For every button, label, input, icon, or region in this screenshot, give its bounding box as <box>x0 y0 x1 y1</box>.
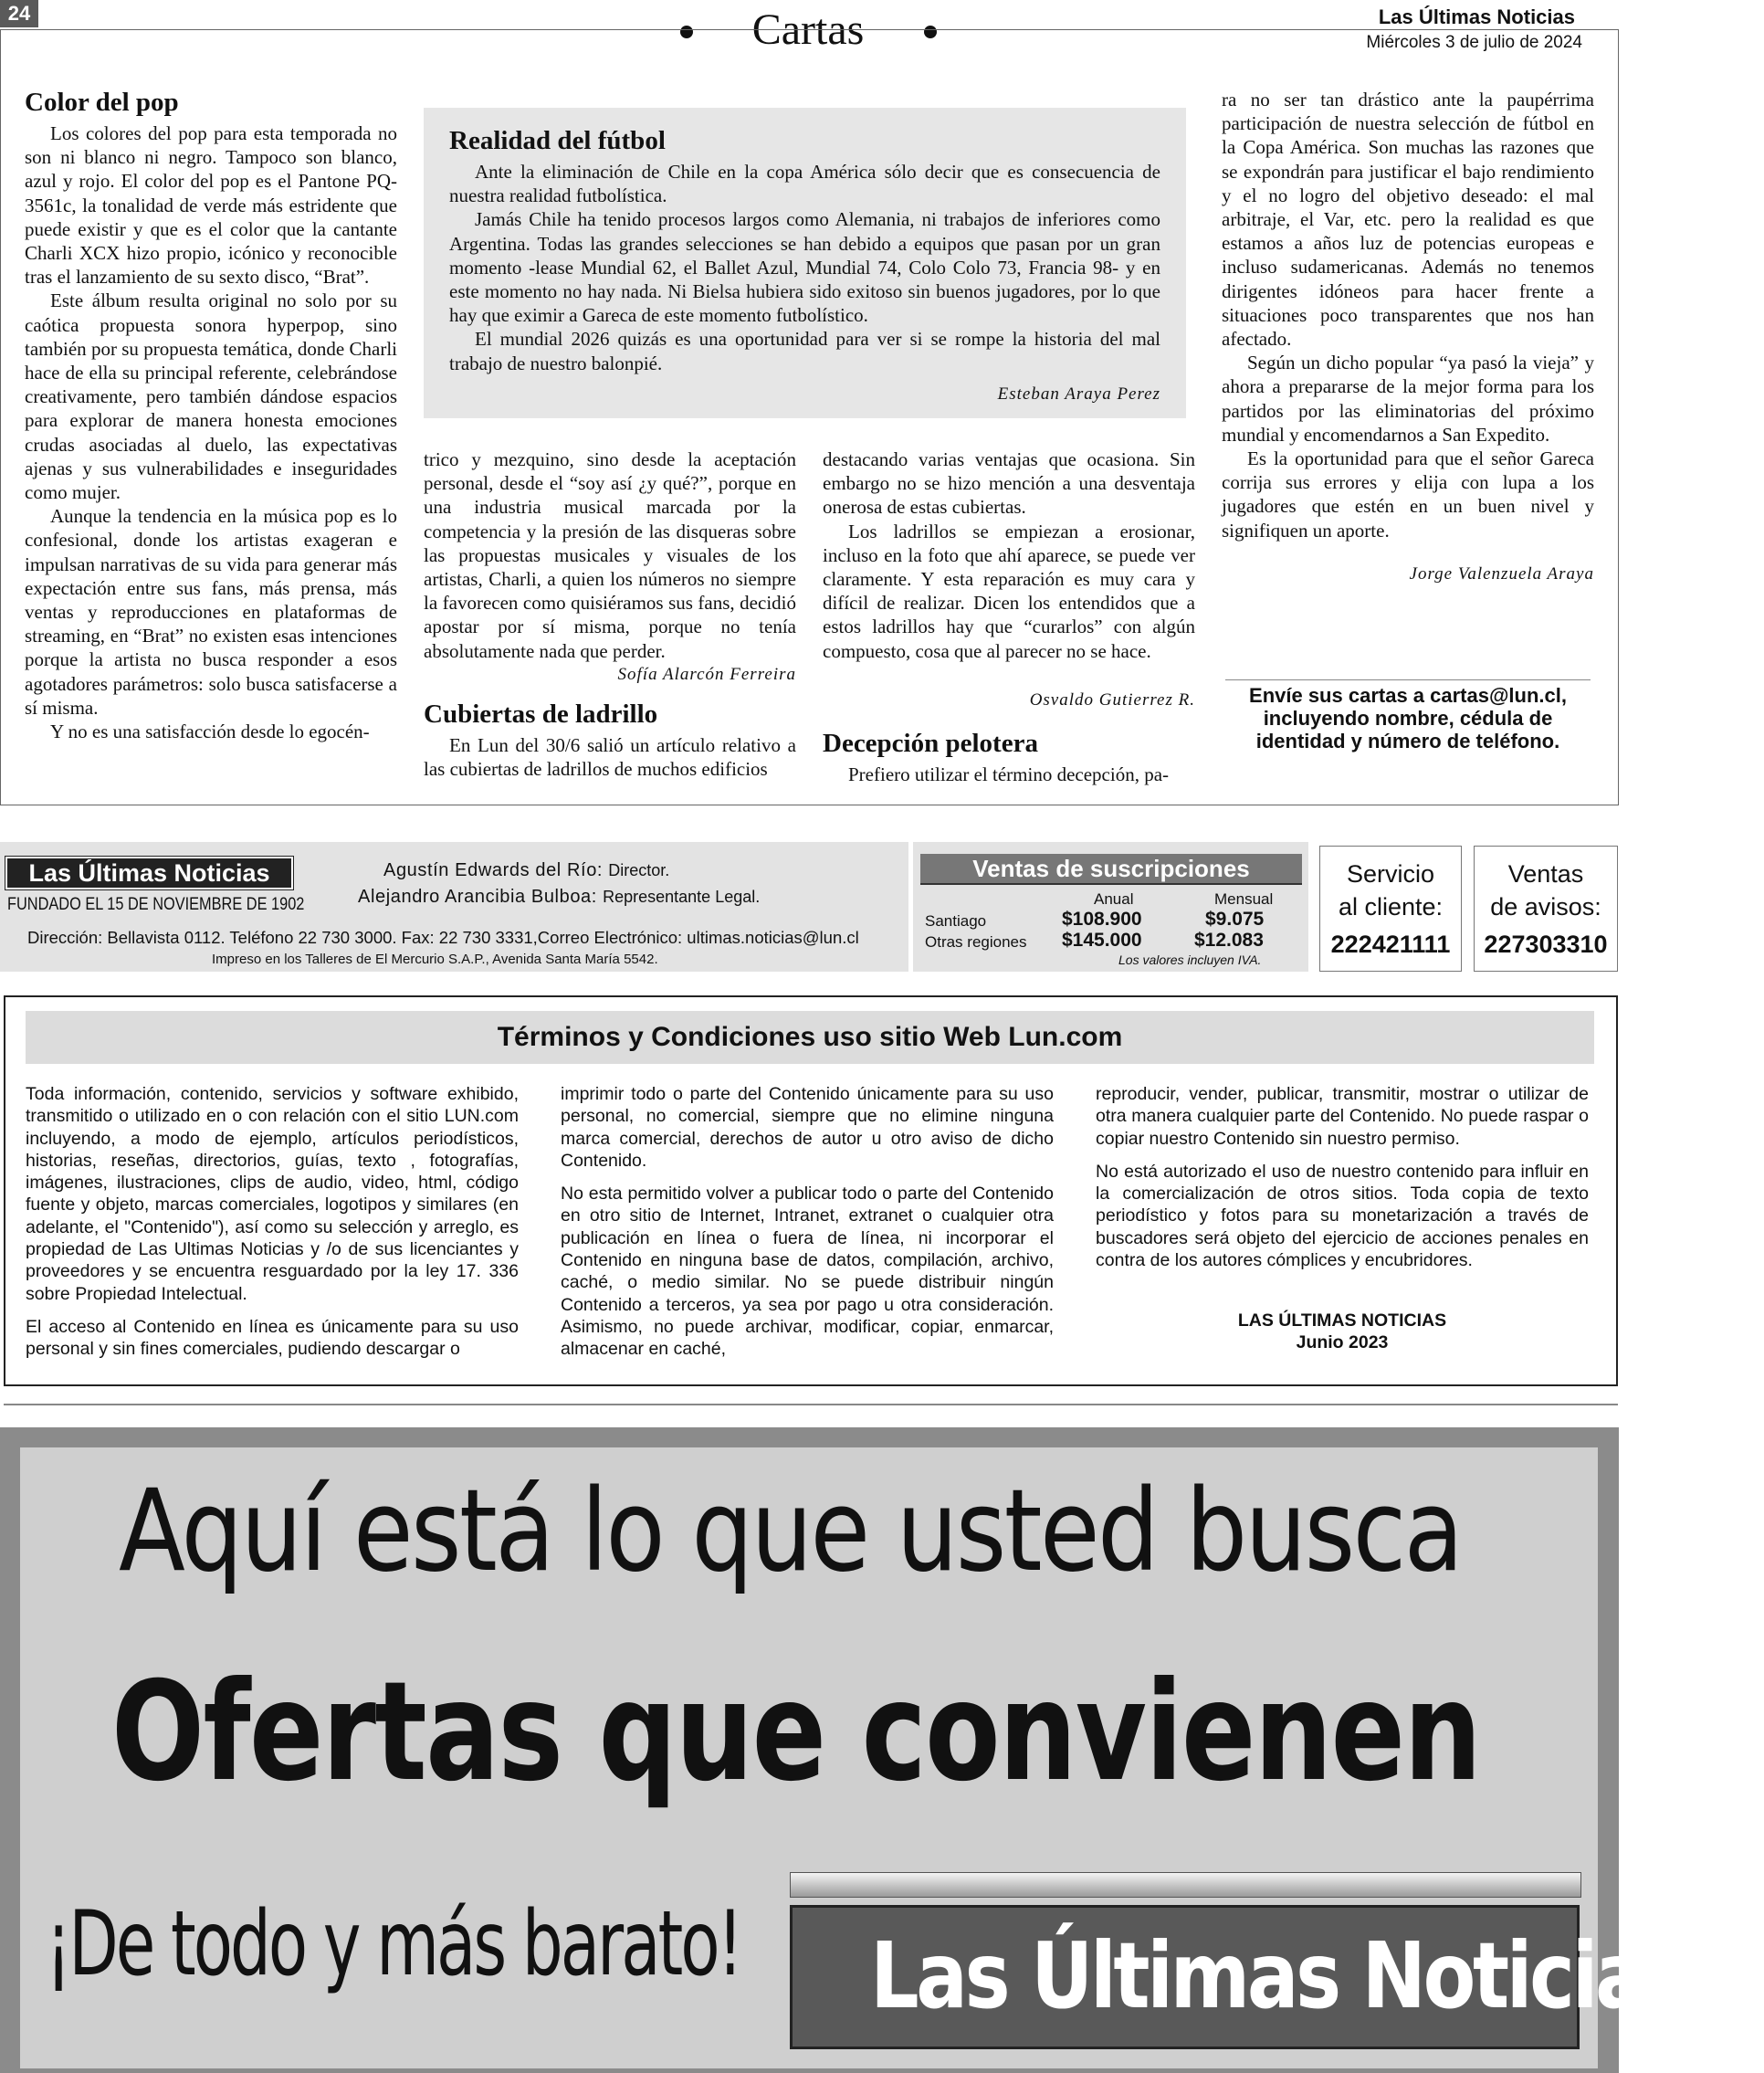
ad-offers: Ofertas que convienen <box>111 1653 1481 1812</box>
letter-signature: Jorge Valenzuela Araya <box>1409 563 1594 584</box>
ad-tagline: ¡De todo y más barato! <box>46 1892 741 1996</box>
letter-paragraph: Es la oportunidad para que el señor Gareca corrija sus errores y elija con lupa a los jugadores que estén en un buen nivel y signifiquen un aporte. <box>1222 447 1594 542</box>
letter-title: Color del pop <box>25 88 179 117</box>
masthead-address: Dirección: Bellavista 0112. Teléfono 22 730 3000. Fax: 22 730 3331,Correo Electrónico: ultimas.noticias@lun.cl <box>27 928 859 947</box>
letter-color-pop <box>25 88 397 743</box>
letter-paragraph: Según un dicho popular “ya pasó la vieja” y ahora a prepararse de la mejor forma para los partidos por las eliminatorias del próximo mundial y encomendarnos a San Expedito. <box>1222 352 1594 446</box>
subscriptions-note: Los valores incluyen IVA. <box>1118 952 1262 967</box>
letter-paragraph: Este álbum resulta original no solo por su caótica propuesta sonora hyperpop, sino también por su propuesta temática, donde Charli hace de ella su principal referente, celebrándose creativamente, pero también dándose espacios para explorar de manera honesta emociones crudas asociadas al duelo, las expectativas ajenas y sus vulnerabilidades e inseguridades como mujer. <box>25 289 397 504</box>
header-brand: Las Últimas Noticias <box>1378 5 1575 28</box>
director-name: Agustín Edwards del Río: <box>383 860 604 880</box>
letter-paragraph: Aunque la tendencia en la música pop es lo confesional, donde los artistas exageran e impulsan narrativas de su vida para generar más expectación entre sus fans, más prensa, más ventas y reproducciones en plataformas de streaming, en “Brat” no existen esas intenciones porque la artista no busca responder a esos agotadores parámetros: solo busca satisfacerse a sí misma. <box>25 505 397 719</box>
header-date: Miércoles 3 de julio de 2024 <box>1366 33 1582 52</box>
legal-role: Representante Legal. <box>603 888 761 906</box>
letter-column-4 <box>1222 88 1594 586</box>
letter-signature: Osvaldo Gutierrez R. <box>1029 689 1195 710</box>
subscriptions-region: Otras regiones <box>925 933 1027 951</box>
ads-sales-label: Ventas de avisos: <box>1490 860 1601 921</box>
subscriptions-col-monthly: Mensual <box>1214 890 1274 908</box>
subscriptions-annual-value: $145.000 <box>1062 930 1142 951</box>
terms-column-3 <box>1096 1083 1589 1353</box>
customer-service-box <box>1319 846 1462 972</box>
masthead-printed: Impreso en los Talleres de El Mercurio S.A.P., Avenida Santa María 5542. <box>212 952 658 967</box>
letter-title: Realidad del fútbol <box>449 126 666 155</box>
ads-sales-number: 227303310 <box>1484 931 1608 958</box>
ads-sales-box <box>1474 846 1618 972</box>
subscriptions-annual-value: $108.900 <box>1062 909 1142 930</box>
masthead-director <box>383 860 669 881</box>
customer-service-number: 222421111 <box>1330 931 1451 958</box>
letter-paragraph: ra no ser tan drástico ante la paupérrima participación de nuestra selección de fútbol en la Copa América. Son muchas las razones que se expondrán para justificar el bajo rendimiento y el no logro del objetivo deseado: el mal arbitraje, el Var, etc. pero la realidad es que estamos a años luz de potencias europeas e incluso sudamericanas. Además no tenemos dirigentes idóneos para hacer frente a situaciones poco transparentes que nos han afectado. <box>1222 89 1594 351</box>
letter-signature: Esteban Araya Perez <box>997 384 1160 404</box>
subscriptions-title: Ventas de suscripciones <box>920 854 1302 885</box>
subscriptions-col-annual: Anual <box>1094 890 1134 908</box>
letter-paragraph: Jamás Chile ha tenido procesos largos como Alemania, ni trabajos de inferiores como Argentina. Todas las grandes selecciones se han debido a equipos que pasan por un gran momento -lease Mundial 62, el Ballet Azul, Mundial 74, Colo Colo 73, Francia 98- y en este momento no hay nada. Ni Bielsa hubiera sido exitoso sin buenos jugadores, por lo que hay que eximir a Gareca de este momento futbolístico. <box>449 208 1160 327</box>
section-title: Cartas <box>751 5 865 54</box>
terms-column-2 <box>561 1083 1054 1372</box>
terms-footer-brand: LAS ÚLTIMAS NOTICIAS <box>1237 1310 1447 1331</box>
letter-paragraph: El mundial 2026 quizás es una oportunidad para ver si se rompe la historia del mal trabajo de nuestro balonpié. <box>449 328 1160 374</box>
letter-paragraph: Y no es una satisfacción desde lo egocén- <box>50 721 370 743</box>
send-letters-notice: Envíe sus cartas a cartas@lun.cl, incluyendo nombre, cédula de identidad y número de teléfono. <box>1225 679 1591 752</box>
letter-paragraph: destacando varias ventajas que ocasiona. Sin embargo no se hizo mención a una desventaja onerosa de estas cubiertas. <box>823 448 1195 519</box>
terms-footer <box>1096 1310 1589 1353</box>
masthead-founded: FUNDADO EL 15 DE NOVIEMBRE DE 1902 <box>7 895 305 914</box>
terms-paragraph: Toda información, contenido, servicios y software exhibido, transmitido o utilizado en o con relación con el sitio LUN.com incluyendo, a modo de ejemplo, artículos periodísticos, historias, reseñas, directorios, guías, texto , fotografías, imágenes, ilustraciones, clips de audio, video, html, código fuente y objeto, marcas comerciales, logotipos y similares (en adelante, el "Contenido"), así como su selección y arreglo, es propiedad de Las Ultimas Noticias y /o de sus licenciantes y proveedores y se encuentra resguardado por la ley 17. 336 sobre Propiedad Intelectual. <box>26 1084 519 1304</box>
terms-paragraph: No esta permitido volver a publicar todo o parte del Contenido en otro sitio de Internet, Intranet, extranet o cualquier otra publicación en línea o fuera de línea, ni incorporar el Contenido en ninguna base de datos, compilación, archivo, caché, o medio similar. No se puede distribuir ningún Contenido a terceros, ya sea por pago u otra consideración. Asimismo, no puede archivar, modificar, copiar, enmarcar, almacenar en caché, <box>561 1184 1054 1360</box>
letter-paragraph: Ante la eliminación de Chile en la copa América sólo decir que es consecuencia de nuestra realidad futbolística. <box>449 161 1160 207</box>
letter-paragraph: trico y mezquino, sino desde la aceptación personal, desde el “soy así ¿y qué?”, porque en una industria musical marcada por la competencia y la presión de las disqueras sobre las propuestas musicales y visuales de los artistas, Charli, a quien los números no siempre la favorecen como quisiéramos sus fans, decidió apostar por sí misma, porque no tenía absolutamente nada que perder. <box>424 448 796 662</box>
letter-realidad-futbol <box>424 108 1186 418</box>
subscriptions-monthly-value: $12.083 <box>1194 930 1264 951</box>
legal-name: Alejandro Arancibia Bulboa: <box>358 887 597 907</box>
ad-logo-text: Las Últimas Noticias <box>870 1922 1687 2029</box>
director-role: Director. <box>608 861 670 879</box>
letter-column-3 <box>823 447 1195 786</box>
letter-signature: Sofía Alarcón Ferreira <box>617 664 796 684</box>
ad-headline: Aquí está lo que usted busca <box>119 1466 1462 1597</box>
letter-paragraph: Prefiero utilizar el término decepción, pa- <box>848 763 1170 786</box>
letter-paragraph: Los ladrillos se empiezan a erosionar, incluso en la foto que ahí aparece, se puede ver claramente. Y esta reparación es muy cara y difícil de realizar. Dicen los entendidos que a estos ladrillos hay que “curarlos” con algún compuesto, cosa que al parecer no se hace. <box>823 520 1195 662</box>
terms-paragraph: No está autorizado el uso de nuestro contenido para influir en la comercialización de otros sitios. Toda copia de texto periodístico y fotos para su monetarización a través de buscadores será objeto del ejercicio de acciones penales en contra de los autores cómplices y encubridores. <box>1096 1161 1589 1271</box>
customer-service-label: Servicio al cliente: <box>1338 860 1444 921</box>
ad-logo-bar <box>790 1872 1581 1898</box>
ad-logo <box>790 1905 1687 2049</box>
letter-title: Cubiertas de ladrillo <box>424 700 658 730</box>
terms-paragraph: reproducir, vender, publicar, transmitir, mostrar o utilizar de otra manera cualquier parte del Contenido. No puede raspar o copiar nuestro Contenido sin nuestro permiso. <box>1096 1084 1589 1149</box>
terms-paragraph: El acceso al Contenido en línea es únicamente para su uso personal y sin fines comerciales, pudiendo descargar o <box>26 1316 519 1360</box>
letter-title: Decepción pelotera <box>823 729 1038 759</box>
letter-column-2 <box>424 447 796 781</box>
terms-column-1 <box>26 1083 519 1372</box>
terms-footer-date: Junio 2023 <box>1296 1332 1389 1353</box>
subscriptions-region: Santiago <box>925 912 987 930</box>
letter-paragraph: Los colores del pop para esta temporada no son ni blanco ni negro. Tampoco son blanco, azul y rojo. El color del pop es el Pantone PQ-3561c, la tonalidad de verde más estridente que puede existir y que es el color que la cantante Charli XCX hizo propio, icónico y reconocible tras el lanzamiento de su sexto disco, “Brat”. <box>25 122 397 289</box>
subscriptions-monthly-value: $9.075 <box>1205 909 1265 930</box>
masthead-logo: Las Últimas Noticias <box>5 857 293 889</box>
letter-paragraph: En Lun del 30/6 salió un artículo relativo a las cubiertas de ladrillos de muchos edificios <box>424 734 796 781</box>
terms-title: Términos y Condiciones uso sitio Web Lun.com <box>26 1011 1594 1064</box>
masthead-legal <box>358 887 760 908</box>
page-number: 24 <box>0 0 38 27</box>
terms-paragraph: imprimir todo o parte del Contenido únicamente para su uso personal, no comercial, siempre que no elimine ninguna marca comercial, derechos de autor u otro aviso de dicho Contenido. <box>561 1084 1054 1171</box>
divider <box>4 1404 1618 1405</box>
